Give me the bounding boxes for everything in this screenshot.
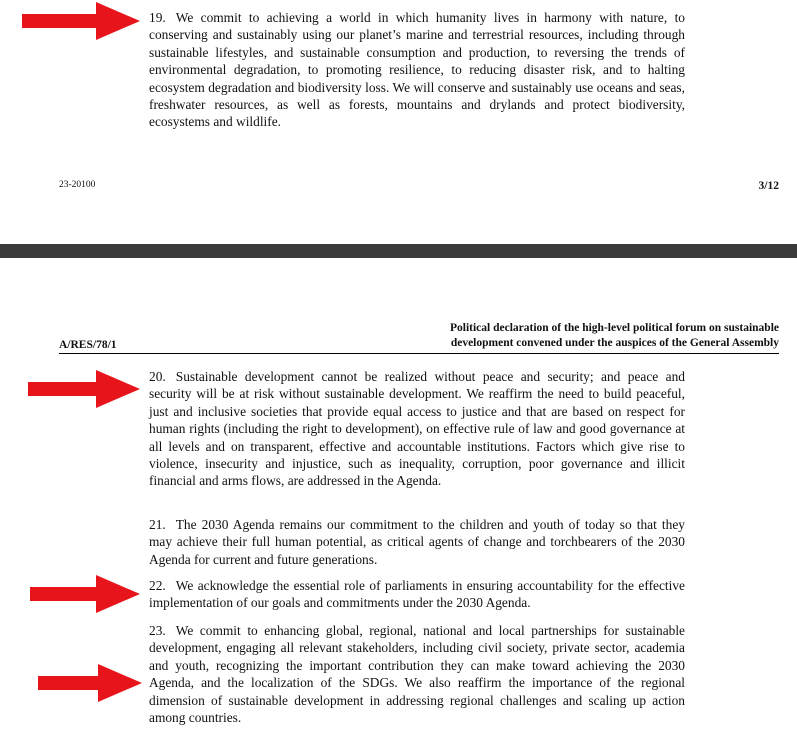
red-arrow-icon xyxy=(14,0,142,42)
paragraph-number: 23. xyxy=(149,623,166,638)
paragraph-number: 21. xyxy=(149,517,166,532)
paragraph-text: Sustainable development cannot be realized without peace and security; and peace and security will be at risk without sustainable development. We reaffirm the need to build peaceful, just and inclusive societies that provide equal access to justice and that are based on respect for human rights (including the right to development), on effective rule of law and good governance at all levels and on transparent, effective and accountable institutions. Factors which give rise to violence, insecurity and injustice, such as inequality, corruption, poor governance and illicit financial and arms flows, are addressed in the Agenda. xyxy=(149,369,685,489)
paragraph-number: 22. xyxy=(149,578,166,593)
paragraph-text: We acknowledge the essential role of parliaments in ensuring accountability for the effective implementation of our goals and commitments under the 2030 Agenda. xyxy=(149,578,685,611)
paragraph-number: 19. xyxy=(149,10,166,25)
footer-doc-number: 23-20100 xyxy=(59,180,96,190)
paragraph-text: The 2030 Agenda remains our commitment to the children and youth of today so that they may achieve their full human potential, as critical agents of change and torchbearers of the 2030 Agenda for current and future generations. xyxy=(149,517,685,567)
red-arrow-icon xyxy=(32,662,144,704)
paragraph-text: We commit to achieving a world in which humanity lives in harmony with nature, to conserving and sustainably using our planet’s marine and terrestrial resources, including through sustainable lifestyles, and sustainable consumption and production, to reversing the trends of environmental degradation, to promoting resilience, to reducing disaster risk, and to halting ecosystem degradation and biodiversity loss. We will conserve and sustainably use oceans and seas, freshwater resources, as well as forests, mountains and drylands and protect biodiversity, ecosystems and wildlife. xyxy=(149,10,685,130)
header-rule xyxy=(59,353,779,354)
footer-page-number: 3/12 xyxy=(758,180,779,192)
red-arrow-icon xyxy=(22,368,142,410)
document-page-4 xyxy=(0,260,797,738)
paragraph-22 xyxy=(149,577,685,612)
page-separator xyxy=(0,232,797,260)
header-title-line-2: development convened under the auspices of the General Assembly xyxy=(450,337,779,349)
header-doc-symbol: A/RES/78/1 xyxy=(59,339,117,351)
header-title xyxy=(399,321,779,351)
paragraph-20 xyxy=(149,368,685,490)
paragraph-21 xyxy=(149,516,685,568)
red-arrow-icon xyxy=(24,573,142,615)
paragraph-23 xyxy=(149,622,685,726)
paragraph-19 xyxy=(149,9,685,131)
paragraph-number: 20. xyxy=(149,369,166,384)
header-title-line-1: Political declaration of the high-level political forum on sustainable xyxy=(449,322,779,334)
document-page-3 xyxy=(0,0,797,232)
paragraph-text: We commit to enhancing global, regional, national and local partnerships for sustainable development, engaging all relevant stakeholders, including civil society, private sector, academia and youth, recognizing the important contribution they can make toward achieving the 2030 Agenda, and the localization of the SDGs. We also reaffirm the importance of the regional dimension of sustainable development in addressing regional challenges and scaling up action among countries. xyxy=(149,623,685,726)
page-divider-bar xyxy=(0,244,797,258)
